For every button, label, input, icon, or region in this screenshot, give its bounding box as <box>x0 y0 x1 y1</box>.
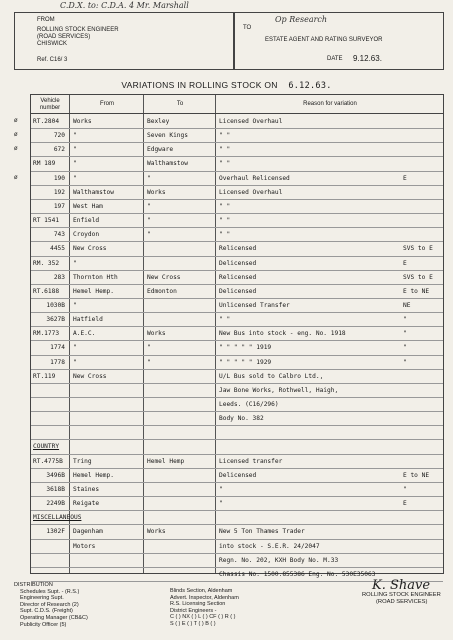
date-value: 9.12.63. <box>353 54 382 63</box>
reason-text: Relicensed <box>219 245 257 253</box>
col-header-vehicle: Vehicle number <box>39 98 61 111</box>
code-text: SVS to E <box>403 245 433 253</box>
reason-text: " " <box>219 160 231 168</box>
row-rule <box>31 340 443 341</box>
document-title <box>0 80 453 91</box>
reason-text: Jaw Bone Works, Rothwell, Haigh, <box>219 386 339 394</box>
to-depot: New Cross <box>147 273 181 281</box>
distribution-right-4: District Engineers - <box>170 607 217 614</box>
from-depot: New Cross <box>73 245 107 253</box>
row-rule <box>31 284 443 285</box>
reason-text: " <box>219 500 223 508</box>
to-depot: Seven Kings <box>147 132 188 140</box>
vehicle-number: 2249B <box>46 500 65 508</box>
reason-text: Delicensed <box>219 471 257 479</box>
reason-text: " " <box>219 146 231 154</box>
reason-text: " " <box>219 231 231 239</box>
row-rule <box>31 567 443 568</box>
row-rule <box>31 312 443 313</box>
row-rule <box>31 326 443 327</box>
vehicle-number: 3496B <box>46 471 65 479</box>
distribution-right-3: R.S. Licensing Section <box>170 601 226 608</box>
reason-text: " " <box>219 132 231 140</box>
from-depot: New Cross <box>73 372 107 380</box>
from-depot: Motors <box>73 542 96 550</box>
row-rule <box>31 553 443 554</box>
vehicle-number: 3627B <box>46 316 65 324</box>
reason-text: New Bus into stock - eng. No. 1918 <box>219 330 346 338</box>
reason-text: Chassis No. 1500.855386 Eng. No. 530E35063 <box>219 570 376 578</box>
vehicle-number: RT.6188 <box>33 287 60 295</box>
col-header-to: To <box>176 101 184 107</box>
from-depot: Hatfield <box>73 316 103 324</box>
vehicle-number: 1302F <box>46 528 65 536</box>
vehicle-number: RM 189 <box>33 160 56 168</box>
distribution-left-2: Engineering Supt. <box>20 595 64 602</box>
code-text: " <box>403 316 407 324</box>
vehicle-number: 283 <box>53 273 65 281</box>
row-rule <box>31 439 443 440</box>
distribution-left-4: Supt. C.D.S. (Freight) <box>20 608 73 615</box>
row-rule <box>31 468 443 469</box>
row-rule <box>31 171 443 172</box>
from-depot: " <box>73 344 77 352</box>
vehicle-number: RT.119 <box>33 372 56 380</box>
tick-mark: ø <box>14 173 18 181</box>
reason-text: " " <box>219 202 231 210</box>
from-depot: " <box>73 259 77 267</box>
row-rule <box>31 510 443 511</box>
tick-mark: ø <box>14 145 18 153</box>
col-header-reason: Reason for variation <box>303 101 357 107</box>
from-depot: Reigate <box>73 500 100 508</box>
distribution-right-6: S ( ) E ( ) T ( ) B ( ) <box>170 620 216 627</box>
col-header-from: From <box>100 101 114 107</box>
vehicle-number: COUNTRY <box>33 443 60 451</box>
distribution-right-5: C ( ) NX ( ) L ( ) CF ( ) R ( ) <box>170 614 236 621</box>
row-rule <box>31 383 443 384</box>
from-depot: Staines <box>73 485 100 493</box>
code-text: " <box>403 344 407 352</box>
vehicle-number: MISCELLANEOUS <box>33 514 82 522</box>
from-depot: " <box>73 358 77 366</box>
tick-mark: ø <box>14 117 18 124</box>
code-text: " <box>403 358 407 366</box>
from-depot: Hemel Hemp. <box>73 471 114 479</box>
to-depot: Hemel Hemp <box>147 457 185 465</box>
vehicle-number: 192 <box>53 188 65 196</box>
distribution-left-5: Operating Manager (CB&C) <box>20 614 88 621</box>
to-recipient: ESTATE AGENT AND RATING SURVEYOR <box>265 37 383 43</box>
distribution-right-2: Advert. Inspector, Aldenham <box>170 594 239 601</box>
vehicle-number: RT.4775B <box>33 457 63 465</box>
vehicle-number: RT.2804 <box>33 118 60 125</box>
to-depot: " <box>147 344 151 352</box>
from-depot: Tring <box>73 457 92 465</box>
to-depot: Works <box>147 188 166 196</box>
vehicle-number: 3618B <box>46 485 65 493</box>
from-depot: Dagenham <box>73 528 103 536</box>
from-line-1: ROLLING STOCK ENGINEER <box>37 27 119 33</box>
to-depot: " <box>147 217 151 225</box>
row-rule <box>31 482 443 483</box>
row-rule <box>31 411 443 412</box>
reason-text: New 5 Ton Thames Trader <box>219 528 305 536</box>
reason-text: " <box>219 485 223 493</box>
row-rule <box>31 425 443 426</box>
code-text: " <box>403 485 407 493</box>
reason-text: Delicensed <box>219 259 257 267</box>
distribution-left-3: Director of Research (2) <box>20 601 79 608</box>
reason-text: Regn. No. 202, KXH Body No. M.33 <box>219 556 339 564</box>
to-box <box>234 12 444 70</box>
vehicle-number: 720 <box>53 132 65 140</box>
reason-text: Overhaul Relicensed <box>219 174 290 182</box>
row-rule <box>31 241 443 242</box>
code-text: " <box>403 330 407 338</box>
variations-table <box>30 94 444 578</box>
from-depot: " <box>73 174 77 182</box>
row-rule <box>31 185 443 186</box>
from-depot: Hemel Hemp. <box>73 287 114 295</box>
reason-text: Licensed transfer <box>219 457 283 465</box>
from-line-3: CHISWICK <box>37 41 67 47</box>
vehicle-number: 4455 <box>50 245 65 253</box>
row-rule <box>31 128 443 129</box>
vehicle-number: 1030B <box>46 301 65 309</box>
reason-text: Delicensed <box>219 287 257 295</box>
to-depot: " <box>147 231 151 239</box>
reason-text: Leeds. (C16/296) <box>219 401 279 408</box>
to-depot: " <box>147 202 151 210</box>
reason-text: Licensed Overhaul <box>219 118 283 125</box>
vehicle-number: RM. 352 <box>33 259 60 267</box>
reason-text: Relicensed <box>219 273 257 281</box>
col-divider <box>69 95 70 573</box>
stamp-line-2: (ROAD SERVICES) <box>376 599 428 605</box>
header-divider <box>31 113 443 114</box>
to-depot: " <box>147 174 151 182</box>
row-rule <box>31 199 443 200</box>
row-rule <box>31 156 443 157</box>
reason-text: " " " " " 1919 <box>219 344 272 352</box>
from-label: FROM <box>37 17 55 23</box>
from-depot: A.E.C. <box>73 330 96 338</box>
from-depot: " <box>73 146 77 154</box>
from-depot: West Ham <box>73 202 103 210</box>
col-divider <box>215 95 216 573</box>
handwritten-note-top: C.D.X. to: C.D.A. 4 Mr. Marshall <box>60 1 189 10</box>
code-text: E to NE <box>403 471 430 479</box>
to-depot: Edgware <box>147 146 174 154</box>
reference: Ref. C16/ 3 <box>37 57 68 63</box>
row-rule <box>31 524 443 525</box>
to-depot: Bexley <box>147 118 170 125</box>
title-text: VARIATIONS IN ROLLING STOCK ON <box>121 80 278 90</box>
row-rule <box>31 397 443 398</box>
code-text: E to NE <box>403 287 430 295</box>
row-rule <box>31 355 443 356</box>
from-box <box>14 12 234 70</box>
code-text: E <box>403 174 407 182</box>
row-rule <box>31 369 443 370</box>
engineer-stamp <box>362 592 441 606</box>
signature: K. Shave <box>372 578 431 593</box>
distribution-right-1: Blinds Section, Aldenham <box>170 588 233 594</box>
reason-text: " " " " " 1929 <box>219 358 272 366</box>
row-rule <box>31 270 443 271</box>
row-rule <box>31 142 443 143</box>
distribution-right-block <box>170 588 239 628</box>
to-depot: Works <box>147 528 166 536</box>
row-rule <box>31 454 443 455</box>
distribution-block <box>14 582 88 628</box>
handwritten-to-note: Op Research <box>275 15 328 24</box>
from-depot: " <box>73 160 77 168</box>
tick-mark: ø <box>14 131 18 139</box>
reason-text: Body No. 382 <box>219 415 264 423</box>
row-rule <box>31 539 443 540</box>
from-depot: " <box>73 132 77 140</box>
date-label: DATE <box>327 56 343 62</box>
distribution-left-1: Schedules Supt. - (R.S.) <box>20 588 80 595</box>
reason-text: Licensed Overhaul <box>219 188 283 196</box>
vehicle-number: RT 1541 <box>33 217 60 225</box>
reason-text: into stock - S.E.R. 24/2047 <box>219 542 320 550</box>
vehicle-number: 1778 <box>50 358 65 366</box>
to-label: TO <box>243 25 252 31</box>
from-depot: Walthamstow <box>73 188 114 196</box>
from-depot: Thornton Hth <box>73 273 118 281</box>
reason-text: U/L Bus sold to Calbro Ltd., <box>219 372 324 380</box>
row-rule <box>31 213 443 214</box>
vehicle-number: 1774 <box>50 344 65 352</box>
code-text: NE <box>403 301 411 309</box>
col-divider <box>143 95 144 573</box>
from-depot: Works <box>73 118 92 125</box>
from-depot: Croydon <box>73 231 100 239</box>
row-rule <box>31 298 443 299</box>
from-depot: Enfield <box>73 217 100 225</box>
to-depot: Edmonton <box>147 287 177 295</box>
reason-text: Unlicensed Transfer <box>219 301 290 309</box>
vehicle-number: 197 <box>53 202 65 210</box>
vehicle-number: 190 <box>53 174 65 182</box>
row-rule <box>31 256 443 257</box>
stamp-line-1: ROLLING STOCK ENGINEER <box>362 592 441 598</box>
from-line-2: (ROAD SERVICES) <box>37 34 91 40</box>
code-text: E <box>403 500 407 508</box>
vehicle-number: 743 <box>53 231 65 239</box>
row-rule <box>31 227 443 228</box>
reason-text: " " <box>219 316 231 324</box>
vehicle-number: RM.1773 <box>33 330 60 338</box>
code-text: E <box>403 259 407 267</box>
reason-text: " " <box>219 217 231 225</box>
title-date: 6.12.63. <box>288 81 332 91</box>
to-depot: " <box>147 358 151 366</box>
to-depot: Walthamstow <box>147 160 188 168</box>
code-text: SVS to E <box>403 273 433 281</box>
to-depot: Works <box>147 330 166 338</box>
vehicle-number: 672 <box>53 146 65 154</box>
from-depot: " <box>73 301 77 309</box>
distribution-left-6: Publicity Officer (5) <box>20 621 67 628</box>
distribution-label: DISTRIBUTION <box>14 582 53 588</box>
row-rule <box>31 496 443 497</box>
